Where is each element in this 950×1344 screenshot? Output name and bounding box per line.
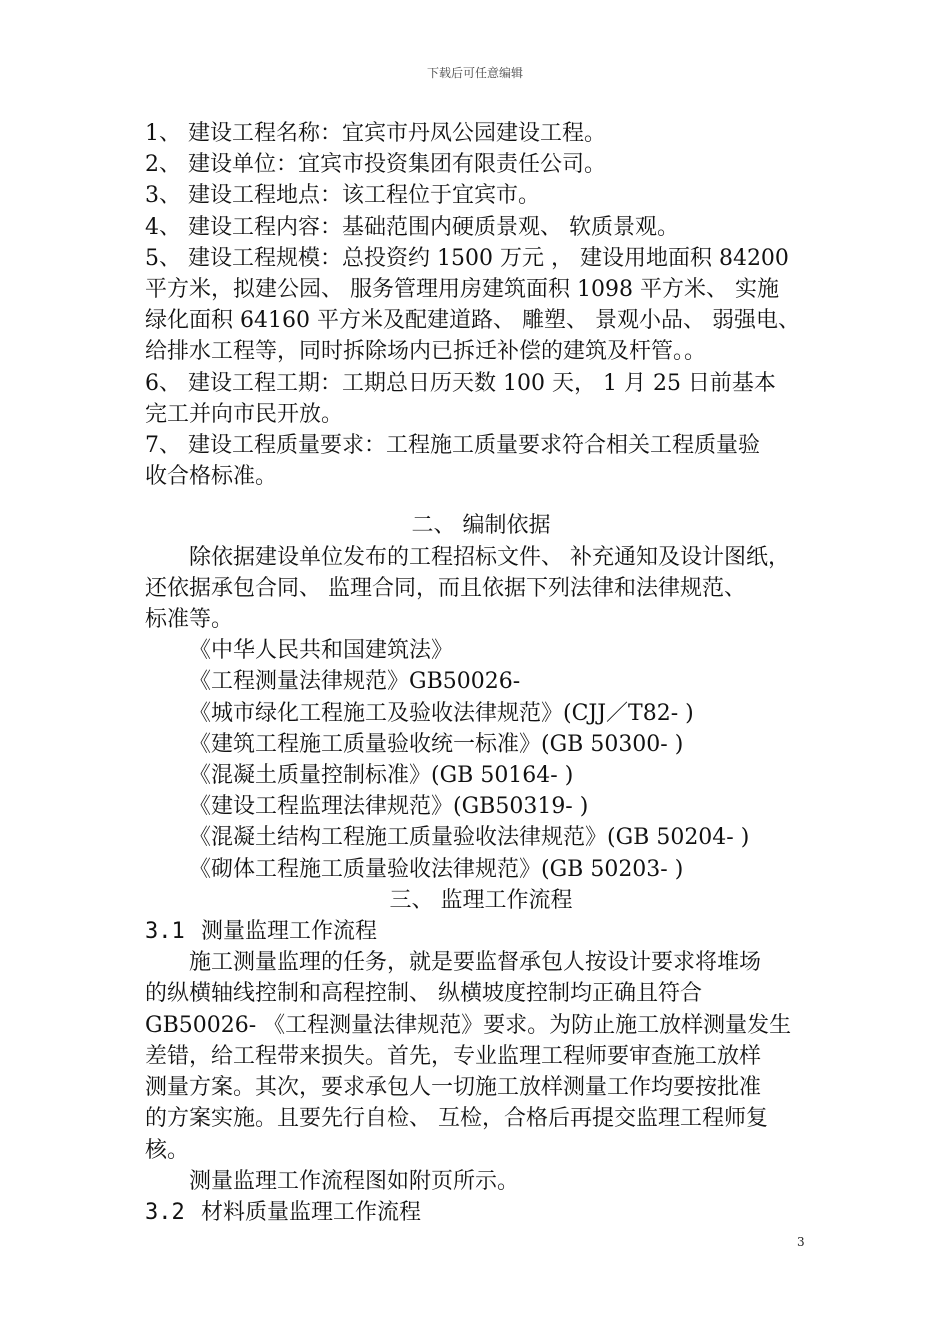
standard-item: 《混凝土结构工程施工质量验收法律规范》(GB 50204- ) [189, 825, 750, 851]
project-info-line: 2、 建设单位：宜宾市投资集团有限责任公司。 [145, 152, 606, 178]
standard-item: 《混凝土质量控制标准》(GB 50164- ) [189, 763, 574, 789]
subsection-number: 3.2 [145, 1199, 185, 1225]
project-info-line: 收合格标准。 [145, 464, 278, 490]
subsection-heading-survey [145, 916, 817, 947]
document-body [145, 118, 817, 1228]
basis-intro-line: 除依据建设单位发布的工程招标文件、 补充通知及设计图纸， [189, 544, 790, 570]
project-info-line: 完工并向市民开放。 [145, 401, 344, 427]
standard-item: 《城市绿化工程施工及验收法律规范》(CJJ／T82- ) [189, 700, 694, 726]
survey-para-line: 测量方案。其次，要求承包人一切施工放样测量工作均要按批准 [145, 1075, 762, 1101]
standard-item: 《建筑工程施工质量验收统一标准》(GB 50300- ) [189, 731, 684, 757]
subsection-heading-material [145, 1197, 817, 1228]
survey-para-line: 的纵横轴线控制和高程控制、 纵横坡度控制均正确且符合 [145, 981, 702, 1007]
basis-intro-line: 标准等。 [145, 607, 234, 633]
standard-item: 《建设工程监理法律规范》(GB50319- ) [189, 794, 589, 820]
section-heading-workflow: 三、 监理工作流程 [389, 887, 573, 913]
project-info-line: 7、 建设工程质量要求：工程施工质量要求符合相关工程质量验 [145, 433, 760, 459]
project-info-line: 6、 建设工程工期：工期总日历天数 100 天， 1 月 25 日前基本 [145, 370, 776, 396]
section-heading-basis: 二、 编制依据 [411, 513, 551, 539]
subsection-number: 3.1 [145, 919, 185, 945]
project-info-line: 3、 建设工程地点：该工程位于宜宾市。 [145, 183, 540, 209]
project-info-line: 给排水工程等，同时拆除场内已拆迁补偿的建筑及杆管。。 [145, 339, 707, 365]
page-number: 3 [797, 1235, 805, 1249]
survey-para-line: 差错，给工程带来损失。首先，专业监理工程师要审查施工放样 [145, 1043, 762, 1069]
survey-para-line: GB50026- 《工程测量法律规范》要求。为防止施工放样测量发生 [145, 1012, 792, 1038]
standards-list [145, 635, 817, 885]
survey-para-line: 核。 [145, 1137, 190, 1163]
project-info-list [145, 118, 817, 492]
header-note: 下载后可任意编辑 [426, 66, 523, 80]
survey-para-line: 施工测量监理的任务，就是要监督承包人按设计要求将堆场 [189, 950, 762, 976]
project-info-line: 1、 建设工程名称：宜宾市丹凤公园建设工程。 [145, 121, 606, 146]
subsection-title: 材料质量监理工作流程 [201, 1199, 422, 1225]
project-info-line: 绿化面积 64160 平方米及配建道路、 雕塑、 景观小品、 弱强电、 [145, 308, 800, 334]
survey-note: 测量监理工作流程图如附页所示。 [189, 1168, 520, 1194]
project-info-line: 平方米，拟建公园、 服务管理用房建筑面积 1098 平方米、 实施 [145, 277, 779, 303]
standard-item: 《中华人民共和国建筑法》 [189, 638, 454, 664]
project-info-line: 5、 建设工程规模：总投资约 1500 万元 ， 建设用地面积 84200 [145, 245, 789, 271]
basis-intro-line: 还依据承包合同、 监理合同，而且依据下列法律和法律规范、 [145, 575, 746, 601]
project-info-line: 4、 建设工程内容：基础范围内硬质景观、 软质景观。 [145, 214, 679, 240]
subsection-title: 测量监理工作流程 [201, 919, 378, 945]
standard-item: 《工程测量法律规范》GB50026- [189, 669, 521, 695]
survey-para-line: 的方案实施。且要先行自检、 互检，合格后再提交监理工程师复 [145, 1106, 768, 1132]
standard-item: 《砌体工程施工质量验收法律规范》(GB 50203- ) [189, 856, 684, 882]
section-gap [145, 492, 817, 510]
